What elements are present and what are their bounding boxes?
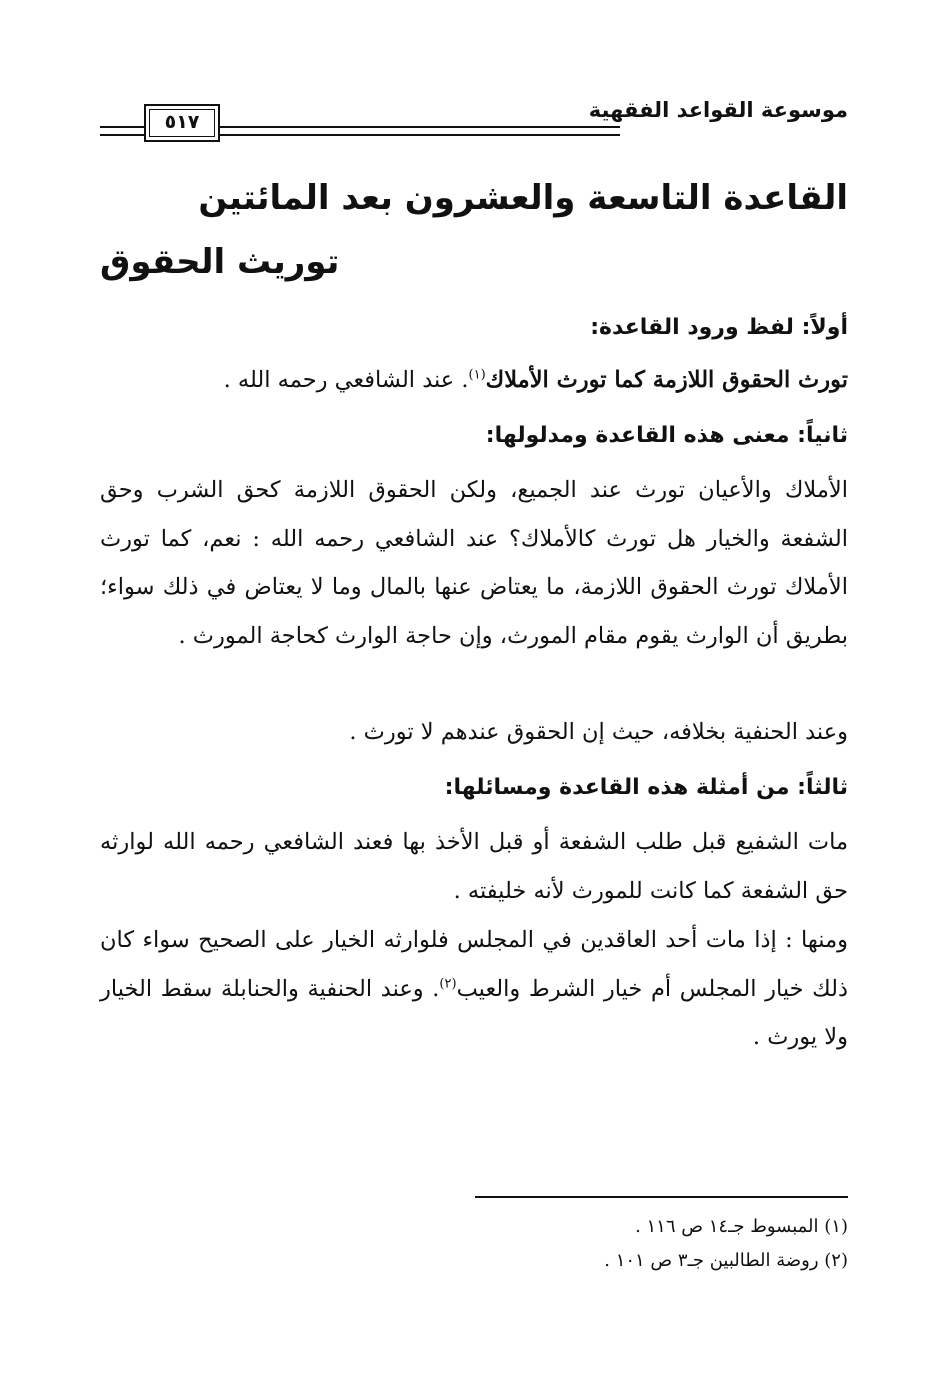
section-2-paragraph: الأملاك والأعيان تورث عند الجميع، ولكن الحقوق اللازمة كحق الشرب وحق الشفعة والخيار هل تورث كالأملاك؟ عند الشافعي رحمه الله : نعم، كما تورث الأملاك تورث الحقوق اللازمة، ما يعتاض عنها بالمال وما لا يعتاض في ذلك سواء؛ بطريق أن الوارث يقوم مقام المورث، وإن حاجة الوارث كحاجة المورث . [100,477,848,649]
page-number-frame [144,104,220,142]
footnote-1: (١) المبسوط جـ١٤ ص ١١٦ . [635,1216,848,1237]
section-3-heading: ثالثاً: من أمثلة هذه القاعدة ومسائلها: [444,775,848,800]
section-2-hanafi-block [100,708,848,757]
section-2-hanafi-view: وعند الحنفية بخلافه، حيث إن الحقوق عندهم لا تورث . [349,719,848,745]
section-3-example-2 [100,916,848,1062]
footnote-separator [475,1196,848,1198]
section-3-example-1: مات الشفيع قبل طلب الشفعة أو قبل الأخذ بها فعند الشافعي رحمه الله لوارثه حق الشفعة كما كانت للمورث لأنه خليفته . [100,829,848,904]
rule-wording [100,356,848,405]
example-2-text-rest: . وعند الحنفية والحنابلة سقط الخيار ولا يورث . [100,975,848,1050]
section-3-example-1-block [100,818,848,915]
footnote-2: (٢) روضة الطالبين جـ٣ ص ١٠١ . [604,1250,848,1271]
section-1-heading-block [100,306,848,350]
example-2-text: ومنها : إذا مات أحد العاقدين في المجلس فلوارثه الخيار على الصحيح سواء كان ذلك خيار المجلس أم خيار الشرط والعيب [100,927,848,1002]
rule-name: توريث الحقوق [100,242,340,282]
page-number: ٥١٧ [164,111,200,133]
footnote-marker-2: (٢) [439,976,457,991]
section-2-heading-block [100,414,848,458]
section-3-heading-block [100,766,848,810]
rule-wording-bold: تورث الحقوق اللازمة كما تورث الأملاك [485,367,848,393]
running-header [100,96,848,138]
book-title: موسوعة القواعد الفقهية [588,98,848,122]
section-1-text [100,356,848,405]
section-1-heading: أولاً: لفظ ورود القاعدة: [590,315,848,340]
rule-wording-attribution: . عند الشافعي رحمه الله . [223,367,469,393]
section-3-example-2-block [100,916,848,1062]
footnote-marker-1: (١) [468,367,486,383]
section-2-body [100,466,848,660]
rule-heading: القاعدة التاسعة والعشرون بعد المائتين [198,178,848,218]
footnotes [100,1210,848,1278]
section-2-heading: ثانياً: معنى هذه القاعدة ومدلولها: [485,423,848,448]
